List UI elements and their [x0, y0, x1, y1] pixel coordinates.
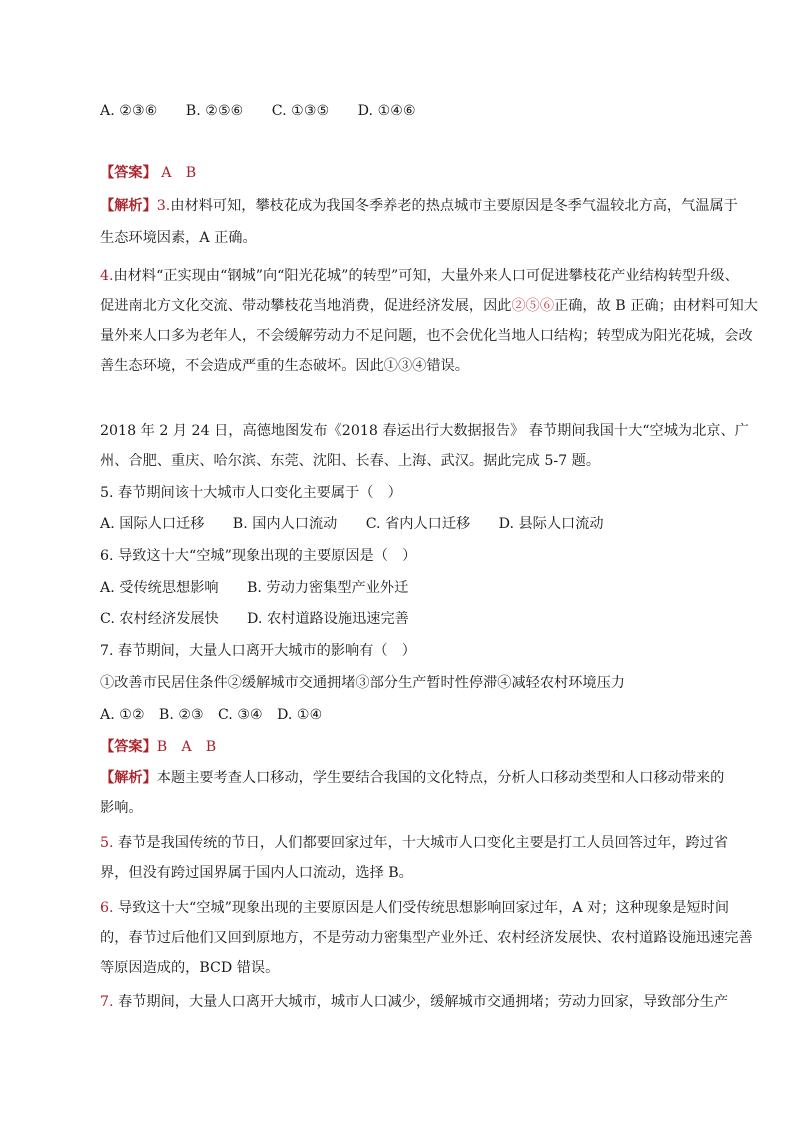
- q6-options-1: A. 受传统思想影响 B. 劳动力密集型产业外迁: [100, 580, 409, 596]
- q6-stem: 6. 导致这十大“空城”现象出现的主要原因是（ ）: [100, 548, 417, 564]
- analysis-2-p6-text-1: 导致这十大“空城”现象出现的主要原因是人们受传统思想影响回家过年，A 对；这种现象是短时间: [113, 900, 730, 916]
- analysis-2-tag: 【解析】: [100, 770, 157, 786]
- analysis-2-num-6: 6.: [100, 900, 114, 916]
- q6-options-2: C. 农村经济发展快 D. 农村道路设施迅速完善: [100, 611, 409, 627]
- analysis-2-p5-line-2: 界，但没有跨过国界属于国内人口流动，选择 B。: [100, 865, 413, 881]
- q7-options: A. ①② B. ②③ C. ③④ D. ①④: [100, 707, 323, 723]
- analysis-1-p4-line-2: [100, 296, 758, 316]
- analysis-2-p7-line-1: [100, 992, 728, 1012]
- answer-1-tag: 【答案】: [100, 165, 157, 181]
- analysis-1-num-4: 4.: [100, 268, 114, 284]
- analysis-2-p6-line-3: 等原因造成的，BCD 错误。: [100, 960, 280, 976]
- analysis-2-p5-text-1: 春节是我国传统的节日，人们都要回家过年，十大城市人口变化主要是打工人员回答过年，跨过省: [113, 835, 729, 851]
- analysis-2-p7-text-1: 春节期间，大量人口离开大城市，城市人口减少，缓解城市交通拥堵；劳动力回家，导致部分生产: [113, 994, 729, 1010]
- analysis-1-p4-line-3: 量外来人口多为老年人，不会缓解劳动力不足问题，也不会优化当地人口结构；转型成为阳光花城，会改: [100, 328, 753, 344]
- analysis-2-num-5: 5.: [100, 835, 114, 851]
- answer-2: [100, 737, 216, 757]
- q7-stem: 7. 春节期间，大量人口离开大城市的影响有（ ）: [100, 643, 416, 659]
- answer-2-value: B A B: [156, 739, 217, 755]
- analysis-1-p4-text-2b: 正确，故 B 正确；由材料可知大: [554, 298, 758, 314]
- analysis-2-line-2: 影响。: [100, 800, 143, 816]
- q5-options: A. 国际人口迁移 B. 国内人口流动 C. 省内人口迁移 D. 县际人口流动: [100, 516, 604, 532]
- analysis-1-tag: 【解析】: [100, 198, 157, 214]
- answer-1-value: A B: [161, 165, 197, 181]
- analysis-1-line-2: 生态环境因素，A 正确。: [100, 230, 257, 246]
- intro-line-2: 州、合肥、重庆、哈尔滨、东莞、沈阳、长春、上海、武汉。据此完成 5-7 题。: [100, 453, 601, 469]
- analysis-2-p6-line-1: [100, 898, 729, 918]
- answer-2-tag: 【答案】: [100, 739, 157, 755]
- analysis-1-p4-line-4: 善生态环境，不会造成严重的生态破坏。因此①③④错误。: [100, 358, 469, 374]
- analysis-2-text-1: 本题主要考查人口移动，学生要结合我国的文化特点，分析人口移动类型和人口移动带来的: [156, 770, 725, 786]
- intro-line-1: 2018 年 2 月 24 日，高德地图发布《2018 春运出行大数据报告》 春节期间我国十大“空城为北京、广: [100, 423, 749, 439]
- analysis-2-num-7: 7.: [100, 994, 114, 1010]
- analysis-2-line-1: [100, 768, 724, 788]
- analysis-1-line-1: [100, 196, 738, 216]
- q7-items: ①改善市民居住条件②缓解城市交通拥堵③部分生产暂时性停滞④减轻农村环境压力: [100, 675, 625, 691]
- analysis-2-p5-line-1: [100, 833, 728, 853]
- q5-stem: 5. 春节期间该十大城市人口变化主要属于（ ）: [100, 485, 402, 501]
- analysis-1-p4-text-2a: 促进南北方文化交流、带动攀枝花当地消费，促进经济发展，因此: [100, 298, 512, 314]
- analysis-1-p4-text-1: 由材料“正实现由“钢城”向“阳光花城”的转型”可知，大量外来人口可促进攀枝花产业结构转型升级、: [113, 268, 739, 284]
- q3-options: A. ②③⑥ B. ②⑤⑥ C. ①③⑤ D. ①④⑥: [100, 103, 416, 119]
- answer-1: [100, 163, 196, 183]
- analysis-1-num-3: 3.: [156, 198, 171, 214]
- analysis-2-p6-line-2: 的，春节过后他们又回到原地方，不是劳动力密集型产业外迁、农村经济发展快、农村道路设施迅速完善: [100, 930, 753, 946]
- analysis-1-text-1: 由材料可知，攀枝花成为我国冬季养老的热点城市主要原因是冬季气温较北方高，气温属于: [170, 198, 738, 214]
- analysis-1-p4-highlight: ②⑤⑥: [511, 298, 555, 314]
- analysis-1-p4-line-1: [100, 266, 739, 286]
